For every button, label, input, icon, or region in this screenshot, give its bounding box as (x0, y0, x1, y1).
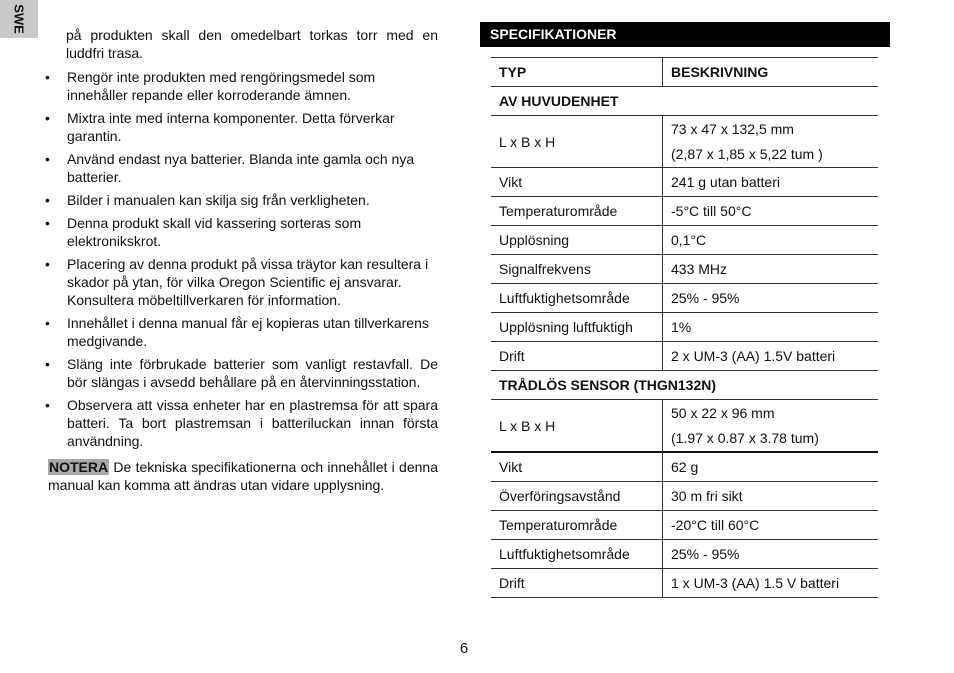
dimension-metric: 50 x 22 x 96 mm (671, 405, 775, 421)
row-label: Vikt (491, 452, 663, 482)
table-row (491, 511, 878, 540)
row-label: Drift (491, 342, 663, 371)
row-value: 0,1°C (663, 226, 879, 255)
row-value: -20°C till 60°C (663, 511, 879, 540)
care-instructions (45, 26, 438, 494)
list-item (45, 68, 438, 104)
table-row (491, 226, 878, 255)
row-label: Signalfrekvens (491, 255, 663, 284)
row-label: Upplösning luftfuktigh (491, 313, 663, 342)
table-row (491, 197, 878, 226)
specifications-title: SPECIFIKATIONER (480, 22, 890, 47)
specifications-table (491, 57, 878, 598)
row-label: Upplösning (491, 226, 663, 255)
table-row (491, 540, 878, 569)
table-row (491, 569, 878, 598)
list-item-text: Denna produkt skall vid kassering sorteras som elektronikskrot. (67, 215, 362, 249)
row-label: Temperaturområde (491, 511, 663, 540)
bullet-icon: • (45, 69, 50, 85)
bullet-icon: • (45, 356, 50, 372)
list-item-text: Mixtra inte med interna komponenter. Detta förverkar garantin. (67, 110, 395, 144)
row-label: Drift (491, 569, 663, 598)
bullet-icon: • (45, 256, 50, 272)
bullet-icon: • (45, 397, 50, 413)
row-label: L x B x H (491, 400, 663, 453)
row-value: 25% - 95% (663, 284, 879, 313)
table-row (491, 313, 878, 342)
language-label: SWE (11, 4, 27, 34)
list-item-text: Rengör inte produkten med rengöringsmedel som innehåller repande eller korroderande ämnen. (67, 69, 376, 103)
section-row-main-unit (491, 87, 878, 116)
list-item (45, 314, 438, 350)
list-item (45, 191, 438, 209)
list-item-text: Bilder i manualen kan skilja sig från verkligheten. (67, 192, 370, 208)
table-row (491, 482, 878, 511)
list-item-text: Innehållet i denna manual får ej kopieras utan tillverkarens medgivande. (67, 315, 429, 349)
list-item-text: Observera att vissa enheter har en plastremsa för att spara batteri. Ta bort plastremsan i batteriluckan innan första användning. (67, 397, 438, 449)
table-row (491, 400, 878, 453)
bullet-icon: • (45, 151, 50, 167)
list-item (45, 109, 438, 145)
row-value: 62 g (663, 452, 879, 482)
section-row-sensor (491, 371, 878, 400)
row-value: 433 MHz (663, 255, 879, 284)
row-label: Luftfuktighetsområde (491, 540, 663, 569)
column-header-type: TYP (491, 58, 663, 87)
row-label: Temperaturområde (491, 197, 663, 226)
table-header-row (491, 58, 878, 87)
row-value: 30 m fri sikt (663, 482, 879, 511)
list-item (45, 214, 438, 250)
list-item (45, 396, 438, 450)
dimension-metric: 73 x 47 x 132,5 mm (671, 121, 794, 137)
intro-paragraph: på produkten skall den omedelbart torkas torr med en luddfri trasa. (66, 27, 438, 61)
language-tab (0, 0, 38, 38)
row-value: 1% (663, 313, 879, 342)
list-item (45, 255, 438, 309)
list-item-text: Använd endast nya batterier. Blanda inte gamla och nya batterier. (67, 151, 415, 185)
row-label: L x B x H (491, 116, 663, 168)
bullet-icon: • (45, 315, 50, 331)
row-value: 1 x UM-3 (AA) 1.5 V batteri (663, 569, 879, 598)
column-header-description: BESKRIVNING (663, 58, 879, 87)
row-value: 2 x UM-3 (AA) 1.5V batteri (663, 342, 879, 371)
row-value (663, 116, 879, 168)
list-item-text: Placering av denna produkt på vissa träytor kan resultera i skador på ytan, för vilka Oregon Scientific ej ansvarar. Konsultera möbeltillverkaren för information. (67, 256, 429, 308)
table-row (491, 116, 878, 168)
bullet-icon: • (45, 215, 50, 231)
dimension-imperial: (1.97 x 0.87 x 3.78 tum) (671, 430, 819, 446)
section-heading: TRÅDLÖS SENSOR (THGN132N) (491, 371, 878, 400)
row-value: -5°C till 50°C (663, 197, 879, 226)
note-text: De tekniska specifikationerna och innehållet i denna manual kan komma att ändras utan vidare upplysning. (48, 459, 438, 493)
section-heading: AV HUVUDENHET (491, 87, 878, 116)
page-number: 6 (459, 640, 469, 657)
table-row (491, 284, 878, 313)
row-value: 25% - 95% (663, 540, 879, 569)
list-item-text: Släng inte förbrukade batterier som vanligt restavfall. De bör slängas i avsedd behållare på en återvinningsstation. (67, 356, 438, 390)
table-row (491, 255, 878, 284)
bullet-icon: • (45, 110, 50, 126)
table-row (491, 168, 878, 197)
row-value (663, 400, 879, 453)
list-item (45, 355, 438, 391)
row-label: Luftfuktighetsområde (491, 284, 663, 313)
row-label: Vikt (491, 168, 663, 197)
note-label: NOTERA (49, 459, 109, 475)
row-label: Överföringsavstånd (491, 482, 663, 511)
table-row (491, 452, 878, 482)
row-value: 241 g utan batteri (663, 168, 879, 197)
note-paragraph (48, 458, 438, 494)
list-item (45, 150, 438, 186)
dimension-imperial: (2,87 x 1,85 x 5,22 tum ) (671, 146, 823, 162)
bullet-icon: • (45, 192, 50, 208)
table-row (491, 342, 878, 371)
